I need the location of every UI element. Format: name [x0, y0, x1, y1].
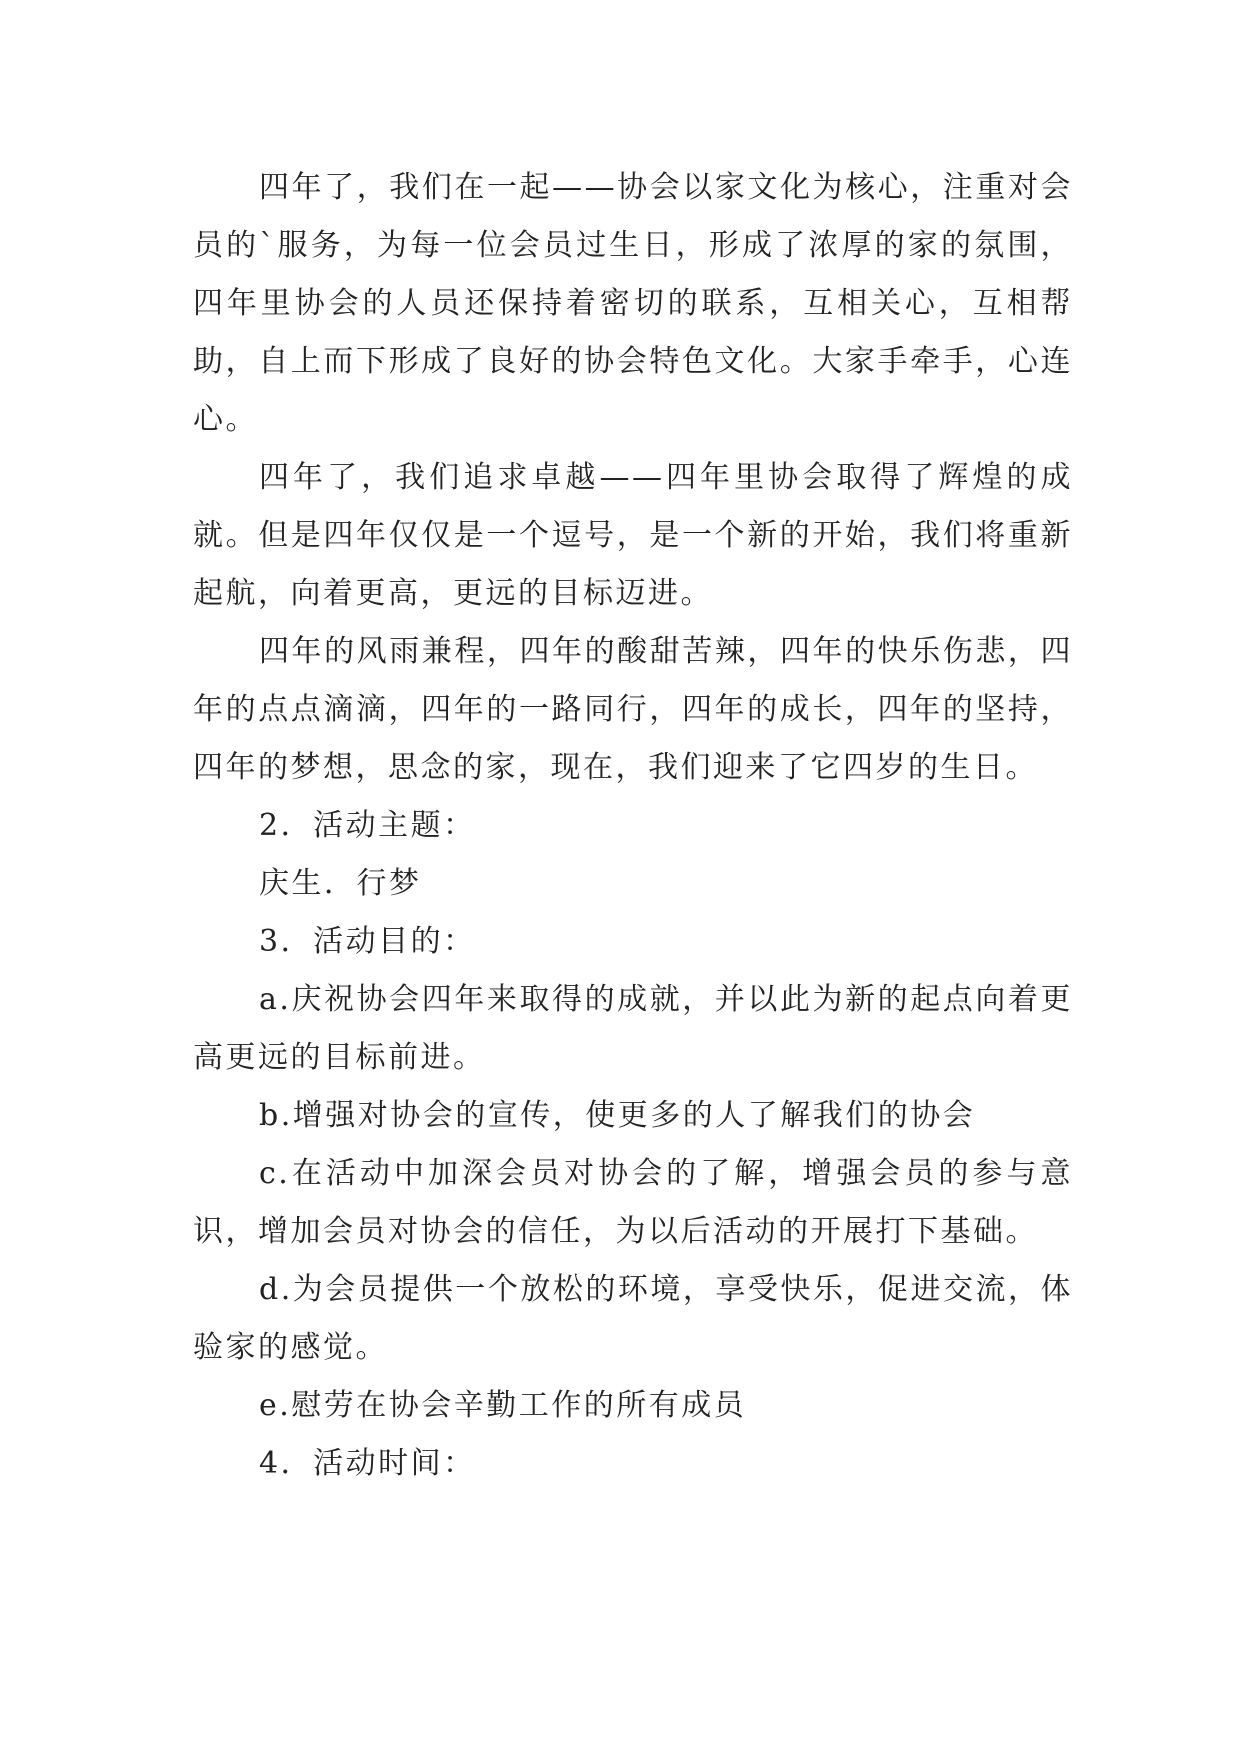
purpose-item-d: d.为会员提供一个放松的环境，享受快乐，促进交流，体验家的感觉。 — [193, 1272, 1073, 1365]
section-heading-purpose: 3．活动目的： — [259, 924, 476, 959]
section-heading-time: 4．活动时间： — [259, 1446, 476, 1481]
theme-text: 庆生．行梦 — [259, 866, 422, 901]
paragraph-together: 四年了，我们在一起——协会以家文化为核心，注重对会员的`服务，为每一位会员过生日，形成了浓厚的家的氛围，四年里协会的人员还保持着密切的联系，互相关心，互相帮助，自上而下形成了良好的协会特色文化。大家手牵手，心连心。 — [193, 170, 1073, 437]
document-body — [193, 159, 1073, 1493]
purpose-item-c: c.在活动中加深会员对协会的了解，增强会员的参与意识，增加会员对协会的信任，为以后活动的开展打下基础。 — [193, 1156, 1073, 1249]
paragraph-excellence: 四年了，我们追求卓越——四年里协会取得了辉煌的成就。但是四年仅仅是一个逗号，是一个新的开始，我们将重新起航，向着更高，更远的目标迈进。 — [193, 460, 1073, 611]
purpose-item-a: a.庆祝协会四年来取得的成就，并以此为新的起点向着更高更远的目标前进。 — [193, 982, 1073, 1075]
purpose-item-e: e.慰劳在协会辛勤工作的所有成员 — [259, 1388, 747, 1423]
paragraph-four-years: 四年的风雨兼程，四年的酸甜苦辣，四年的快乐伤悲，四年的点点滴滴，四年的一路同行，四年的成长，四年的坚持，四年的梦想，思念的家，现在，我们迎来了它四岁的生日。 — [193, 634, 1073, 785]
purpose-item-b: b.增强对协会的宣传，使更多的人了解我们的协会 — [259, 1098, 976, 1133]
section-heading-theme: 2．活动主题： — [259, 808, 476, 843]
